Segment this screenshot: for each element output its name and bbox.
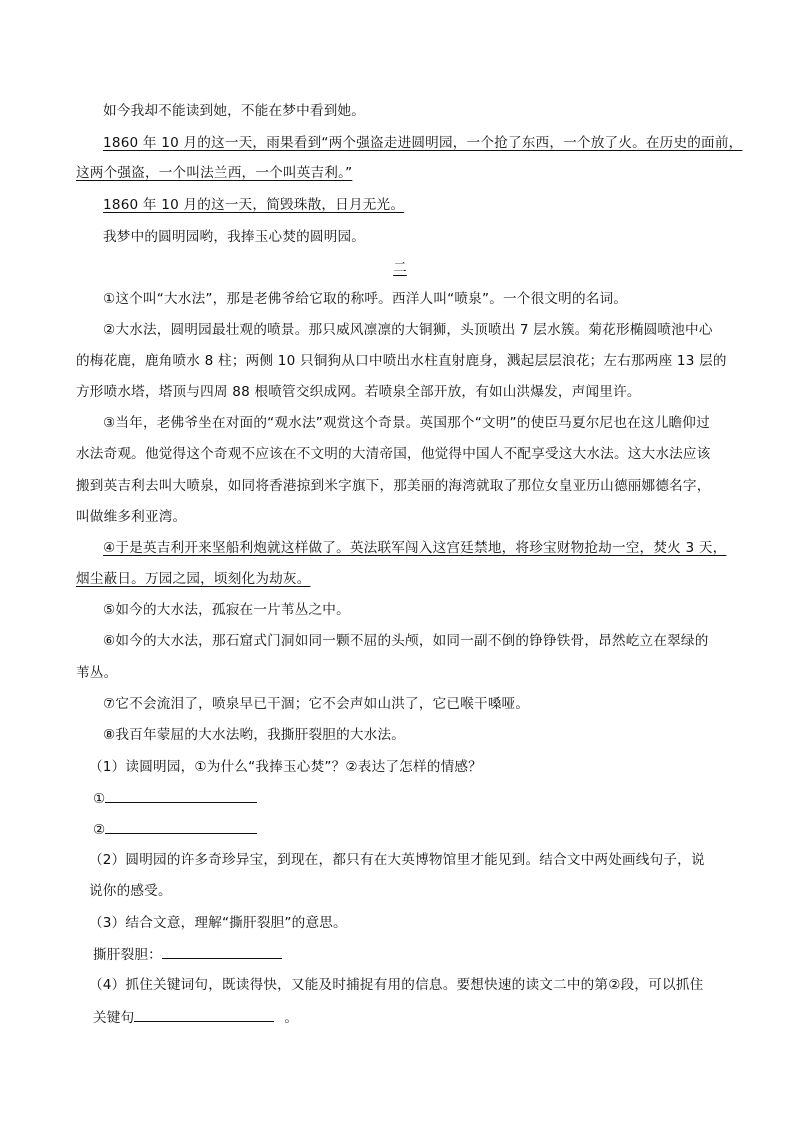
- underlined-sentence-2: 1860 年 10 月的这一天，简毁珠散，日月无光。: [103, 197, 405, 213]
- question-1-answer-1: [93, 788, 257, 809]
- intro-paragraph-1: 如今我却不能读到她，不能在梦中看到她。: [103, 103, 366, 119]
- question-4-prefix: 关键句: [93, 1010, 135, 1026]
- answer-2-marker: ②: [93, 822, 106, 838]
- intro-paragraph-4: 我梦中的圆明园哟，我捧玉心焚的圆明园。: [103, 229, 366, 245]
- underlined-paragraph-4-line-1: ④于是英吉利开来坚船利炮就这样做了。英法联军闯入这宫廷禁地，将珍宝财物抢劫一空，焚火 3 天，: [103, 540, 727, 556]
- underlined-sentence-1-line-1: 1860 年 10 月的这一天，雨果看到“两个强盗走进圆明园，一个抢了东西，一个放了火。在历史的面前，: [103, 135, 743, 151]
- question-4-blank[interactable]: [134, 1007, 274, 1022]
- paragraph-8: ⑧我百年蒙屈的大水法哟，我撕肝裂胆的大水法。: [103, 727, 406, 743]
- question-3-blank[interactable]: [162, 944, 282, 959]
- question-1-answer-2: [93, 819, 257, 840]
- question-2-line-2: 说你的感受。: [89, 883, 172, 899]
- answer-1-marker: ①: [93, 791, 106, 807]
- paragraph-3-line-2: 水法奇观。他觉得这个奇观不应该在不文明的大清帝国，他觉得中国人不配享受这大水法。这大水法应该: [76, 446, 711, 462]
- question-3-label: 撕肝裂胆：: [93, 947, 162, 963]
- question-1: （1）读圆明园，①为什么“我捧玉心焚”？②表达了怎样的情感？: [89, 759, 482, 775]
- paragraph-5: ⑤如今的大水法，孤寂在一片苇丛之中。: [103, 602, 350, 618]
- question-3: （3）结合文意，理解“撕肝裂胆”的意思。: [89, 915, 347, 931]
- underlined-paragraph-4-line-2: 烟尘蔽日。万园之园，顷刻化为劫灰。: [76, 571, 311, 587]
- paragraph-3-line-4: 叫做维多利亚湾。: [76, 509, 187, 525]
- question-4-line-2: [93, 1007, 298, 1028]
- question-3-answer: [93, 944, 282, 965]
- paragraph-3-line-3: 搬到英吉利去叫大喷泉，如同将香港掠到米字旗下，那美丽的海湾就取了那位女皇亚历山德丽娜德名字，: [76, 478, 711, 494]
- section-heading: 二: [393, 260, 407, 276]
- paragraph-2-line-1: ②大水法，圆明园最壮观的喷景。那只威风凛凛的大铜狮，头顶喷出 7 层水簇。菊花形椭圆喷池中心: [103, 322, 713, 338]
- paragraph-3-line-1: ③当年，老佛爷坐在对面的“观水法”观赏这个奇景。英国那个“文明”的使臣马夏尔尼也在这儿瞻仰过: [103, 415, 710, 431]
- answer-1-blank[interactable]: [105, 788, 257, 803]
- question-2-line-1: （2）圆明园的许多奇珍异宝，到现在，都只有在大英博物馆里才能见到。结合文中两处画线句子，说: [89, 852, 705, 868]
- paragraph-2-line-3: 方形喷水塔，塔顶与四周 88 根喷管交织成网。若喷泉全部开放，有如山洪爆发，声闻里许。: [76, 384, 641, 400]
- paragraph-2-line-2: 的梅花鹿，鹿角喷水 8 柱；两侧 10 只铜狗从口中喷出水柱直射鹿身，溅起层层浪花；左右那两座 13 层的: [76, 353, 727, 369]
- paragraph-6-line-1: ⑥如今的大水法，那石窟式门洞如同一颗不屈的头颅，如同一副不倒的铮铮铁骨，昂然屹立在翠绿的: [103, 633, 709, 649]
- answer-2-blank[interactable]: [105, 819, 257, 834]
- question-4-line-1: （4）抓住关键词句，既读得快，又能及时捕捉有用的信息。要想快速的读文二中的第②段，可以抓住: [89, 977, 704, 993]
- paragraph-6-line-2: 苇丛。: [76, 665, 118, 681]
- question-4-suffix: 。: [284, 1010, 299, 1026]
- paragraph-1: ①这个叫“大水法”，那是老佛爷给它取的称呼。西洋人叫“喷泉”。一个很文明的名词。: [103, 291, 628, 307]
- underlined-sentence-1-line-2: 这两个强盗，一个叫法兰西，一个叫英吉利。”: [76, 165, 353, 181]
- paragraph-7: ⑦它不会流泪了，喷泉早已干涸；它不会声如山洪了，它已喉干嗓哑。: [103, 696, 530, 712]
